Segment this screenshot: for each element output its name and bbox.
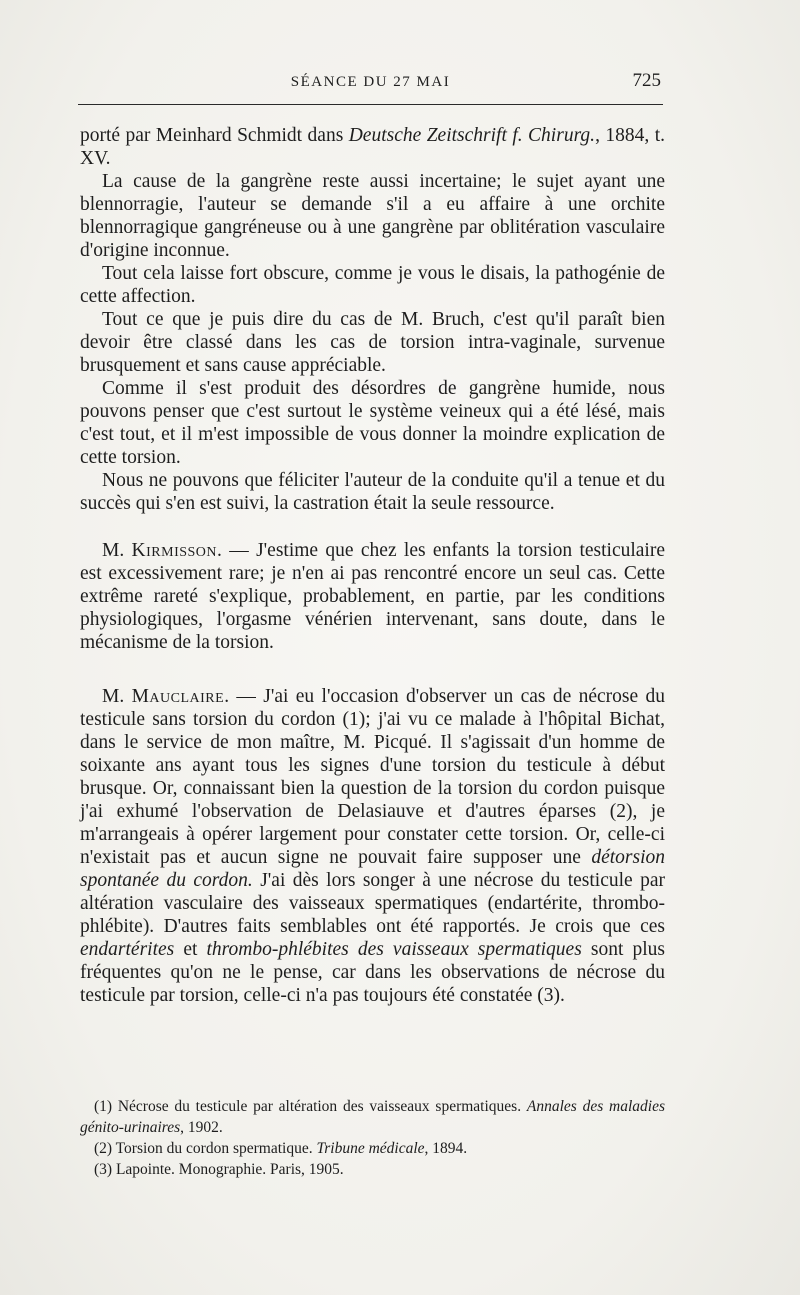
text-run: (1) Nécrose du testicule par altération des vaisseaux spermatiques. (94, 1098, 527, 1115)
text-run: et (174, 939, 207, 960)
footnotes (80, 1096, 665, 1180)
text-run: . — J'estime que chez les enfants la torsion testiculaire est excessivement rare; je n'en ai pas rencontré encore un seul cas. Cette extrême rareté s'explique, probablement, en partie, par les conditions physiologiques, l'orgasme vénérien intervenant, sans doute, dans le mécanisme de la torsion. (80, 540, 665, 653)
running-head (78, 70, 663, 100)
text-run: , 1884, t. XV. (80, 125, 665, 169)
text-run: J'ai dès lors songer à une nécrose du testicule par altération vasculaire des vaisseaux spermatiques (endartérite, thrombo-phlébite). D'autres faits semblables ont été rapportés. Je crois que ces (80, 870, 665, 937)
paragraph: La cause de la gangrène reste aussi incertaine; le sujet ayant une blennorragie, l'auteur se demande s'il a eu affaire à une orchite blennorragique gangréneuse ou à une gangrène par oblitération vasculaire d'origine inconnue. (80, 171, 665, 261)
speaker-name: Kirmisson (131, 540, 218, 561)
paragraph: Nous ne pouvons que féliciter l'auteur de la conduite qu'il a tenue et du succès qui s'en est suivi, la castration était la seule ressource. (80, 470, 665, 514)
text-run: sont plus fréquentes qu'on ne le pense, car dans les observations de nécrose du testicule par torsion, celle-ci n'a pas toujours été constatée (3). (80, 939, 665, 1006)
journal-title: Deutsche Zeitschrift f. Chirurg. (348, 125, 596, 146)
paragraph: Tout cela laisse fort obscure, comme je vous le disais, la pathogénie de cette affection. (80, 263, 665, 307)
text-run: porté par Meinhard Schmidt dans (80, 125, 349, 146)
text-run: M. (102, 540, 132, 561)
text-run: . — J'ai eu l'occasion d'observer un cas de nécrose du testicule sans torsion du cordon (1); j'ai vu ce malade à l'hôpital Bichat, dans le service de mon maître, M. Picqué. Il s'agissait d'un homme de soixante ans ayant tous les signes d'une torsion du testicule à début brusque. Or, connaissant bien la question de la torsion du cordon puisque j'ai exhumé l'observation de Delasiauve et d'autres éparses (2), je m'arrangeais à opérer largement pour constater cette torsion. Or, celle-ci n'existait pas et aucun signe ne pouvait faire supposer une (80, 686, 665, 868)
mauclaire-remarks (80, 685, 665, 1007)
text-run: , 1894. (424, 1140, 468, 1157)
kirmisson-remarks (80, 539, 665, 654)
paragraph: Tout ce que je puis dire du cas de M. Bruch, c'est qu'il paraît bien devoir être classé dans les cas de torsion intra-vaginale, survenue brusquement et sans cause appréciable. (80, 309, 665, 376)
journal-title: Annales des maladies génito-urinaires (80, 1098, 665, 1136)
footnote-3: (3) Lapointe. Monographie. Paris, 1905. (94, 1161, 344, 1178)
journal-title: Tribune médicale (316, 1140, 425, 1157)
paragraph-continuation (80, 124, 665, 170)
text-run: (2) Torsion du cordon spermatique. (94, 1140, 317, 1157)
text-run: M. (102, 686, 132, 707)
italic-phrase: endartérites (80, 939, 175, 960)
italic-phrase: thrombo-phlébites des vaisseaux spermatiques (206, 939, 582, 960)
speaker-name: Mauclaire (131, 686, 225, 707)
page-number: 725 (632, 70, 661, 91)
body-text (80, 124, 665, 1007)
footnote-1 (80, 1096, 665, 1138)
paragraph: Comme il s'est produit des désordres de gangrène humide, nous pouvons penser que c'est surtout le système veineux qui a été lésé, mais c'est tout, et il m'est impossible de vous donner la moindre explication de cette torsion. (80, 378, 665, 468)
running-title: SÉANCE DU 27 MAI (290, 74, 451, 90)
text-run: , 1902. (180, 1119, 223, 1136)
footnote-2 (80, 1138, 665, 1159)
italic-phrase: détorsion spontanée du cordon. (80, 847, 665, 891)
header-rule (78, 104, 663, 105)
